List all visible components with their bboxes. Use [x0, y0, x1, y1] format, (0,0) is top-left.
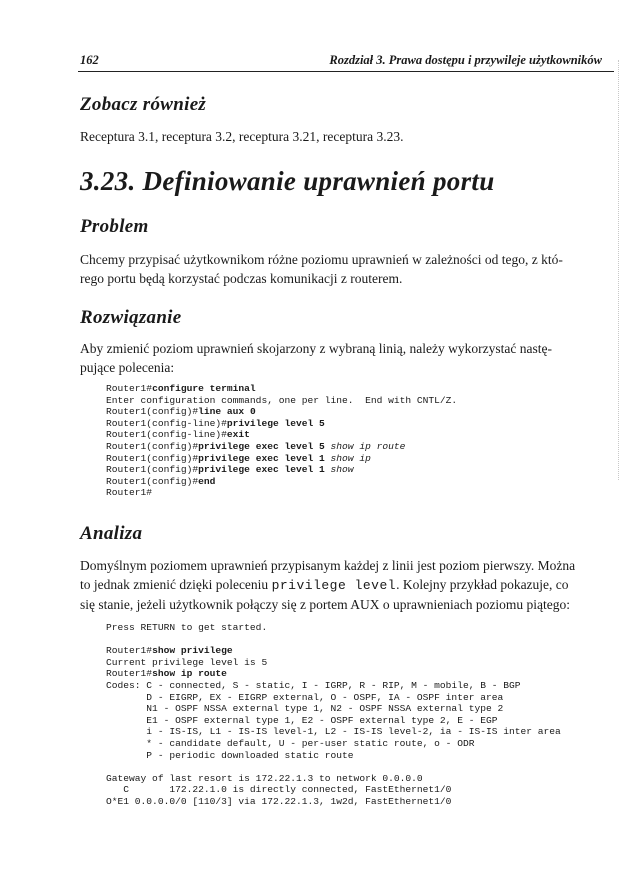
code-command: line aux 0: [198, 406, 256, 418]
paragraph-line: się stanie, jeżeli użytkownik połączy się z portem AUX o uprawnieniach poziomu piątego:: [80, 597, 570, 612]
code-command: privilege exec level 1: [198, 464, 331, 476]
code-argument: show ip: [330, 452, 371, 464]
code-command: show ip route: [152, 668, 227, 680]
code-block-solution: [106, 383, 457, 499]
problem-heading: Problem: [80, 216, 149, 237]
code-prompt: Router1(config-line)#: [106, 417, 227, 429]
paragraph-line: Domyślnym poziomem uprawnień przypisanym każdej z linii jest poziom pierwszy. Można: [80, 558, 576, 573]
code-line: [106, 796, 561, 808]
solution-paragraph: [80, 339, 600, 377]
running-header: [78, 53, 614, 72]
code-prompt: Router1#: [106, 668, 153, 680]
code-prompt: D - EIGRP, EX - EIGRP external, O - OSPF, IA - OSPF inter area: [106, 691, 504, 703]
code-prompt: Current privilege level is 5: [106, 656, 268, 668]
code-prompt: Gateway of last resort is 172.22.1.3 to network 0.0.0.0: [106, 772, 423, 784]
code-line: [106, 668, 561, 680]
solution-heading: Rozwiązanie: [80, 307, 182, 328]
problem-paragraph: [80, 250, 600, 288]
code-prompt: Router1(config)#: [106, 475, 199, 487]
code-line: [106, 715, 561, 727]
margin-dotted-line: [618, 60, 621, 480]
code-line: [106, 784, 561, 796]
code-prompt: N1 - OSPF NSSA external type 1, N2 - OSPF NSSA external type 2: [106, 703, 504, 715]
code-prompt: Router1(config)#: [106, 452, 199, 464]
code-line: [106, 487, 457, 499]
code-line: [106, 476, 457, 488]
analysis-heading: Analiza: [80, 523, 143, 544]
code-line: [106, 750, 561, 762]
code-prompt: Enter configuration commands, one per line. End with CNTL/Z.: [106, 394, 458, 406]
code-line: [106, 657, 561, 669]
code-line: [106, 738, 561, 750]
code-line: [106, 773, 561, 785]
inline-code: privilege level: [271, 578, 397, 593]
code-prompt: Router1(config)#: [106, 406, 199, 418]
code-prompt: Router1#: [106, 383, 153, 394]
code-line: [106, 622, 561, 634]
code-prompt: Router1#: [106, 487, 153, 499]
analysis-paragraph: [80, 556, 600, 614]
code-prompt: Router1(config-line)#: [106, 429, 227, 441]
page-number: 162: [80, 53, 99, 67]
code-command: end: [198, 475, 216, 487]
code-command: privilege exec level 1: [198, 452, 331, 464]
paragraph-line: Aby zmienić poziom uprawnień skojarzony z wybraną linią, należy wykorzystać nastę-: [80, 341, 552, 356]
code-prompt: Router1(config)#: [106, 464, 199, 476]
code-command: privilege exec level 5: [198, 440, 331, 452]
text-run: to jednak zmienić dzięki poleceniu: [80, 577, 272, 592]
see-also-line: Receptura 3.1, receptura 3.2, receptura 3.21, receptura 3.23.: [80, 129, 404, 144]
paragraph-line: Chcemy przypisać użytkownikom różne poziomu uprawnień w zależności od tego, z któ-: [80, 252, 563, 267]
code-line: [106, 680, 561, 692]
code-line: [106, 395, 457, 407]
code-command: privilege level 5: [226, 417, 325, 429]
code-prompt: i - IS-IS, L1 - IS-IS level-1, L2 - IS-IS level-2, ia - IS-IS inter area: [106, 726, 561, 738]
paragraph-line: [80, 575, 600, 595]
code-line: [106, 464, 457, 476]
code-prompt: * - candidate default, U - per-user static route, o - ODR: [106, 737, 475, 749]
code-prompt: P - periodic downloaded static route: [106, 749, 354, 761]
code-prompt: Router1#: [106, 645, 153, 657]
code-block-analysis: [106, 622, 561, 808]
code-command: exit: [226, 429, 250, 441]
code-line: [106, 418, 457, 430]
code-prompt: Router1(config)#: [106, 440, 199, 452]
code-prompt: C 172.22.1.0 is directly connected, FastEthernet1/0: [106, 784, 452, 796]
code-line: [106, 703, 561, 715]
see-also-heading: Zobacz również: [80, 94, 207, 115]
code-line: [106, 429, 457, 441]
code-command: configure terminal: [152, 383, 256, 394]
code-line: [106, 406, 457, 418]
paragraph-line: rego portu będą korzystać podczas komunikacji z routerem.: [80, 271, 403, 286]
code-argument: show ip route: [330, 440, 406, 452]
code-line: [106, 441, 457, 453]
code-line: [106, 453, 457, 465]
chapter-title: Rozdział 3. Prawa dostępu i przywileje użytkowników: [329, 53, 602, 67]
code-command: show privilege: [152, 645, 233, 657]
paragraph-line: pujące polecenia:: [80, 360, 175, 375]
code-line: [106, 761, 561, 773]
section-title: 3.23. Definiowanie uprawnień portu: [80, 166, 495, 196]
code-prompt: E1 - OSPF external type 1, E2 - OSPF external type 2, E - EGP: [106, 714, 498, 726]
code-line: [106, 692, 561, 704]
code-prompt: Codes: C - connected, S - static, I - IGRP, R - RIP, M - mobile, B - BGP: [106, 679, 521, 691]
code-prompt: Press RETURN to get started.: [106, 622, 268, 633]
code-argument: show: [330, 464, 354, 476]
code-line: [106, 383, 457, 395]
code-line: [106, 645, 561, 657]
text-run: . Kolejny przykład pokazuje, co: [396, 577, 569, 592]
code-line: [106, 634, 561, 646]
code-prompt: O*E1 0.0.0.0/0 [110/3] via 172.22.1.3, 1w2d, FastEthernet1/0: [106, 795, 452, 807]
see-also-text: [80, 127, 600, 146]
code-line: [106, 726, 561, 738]
